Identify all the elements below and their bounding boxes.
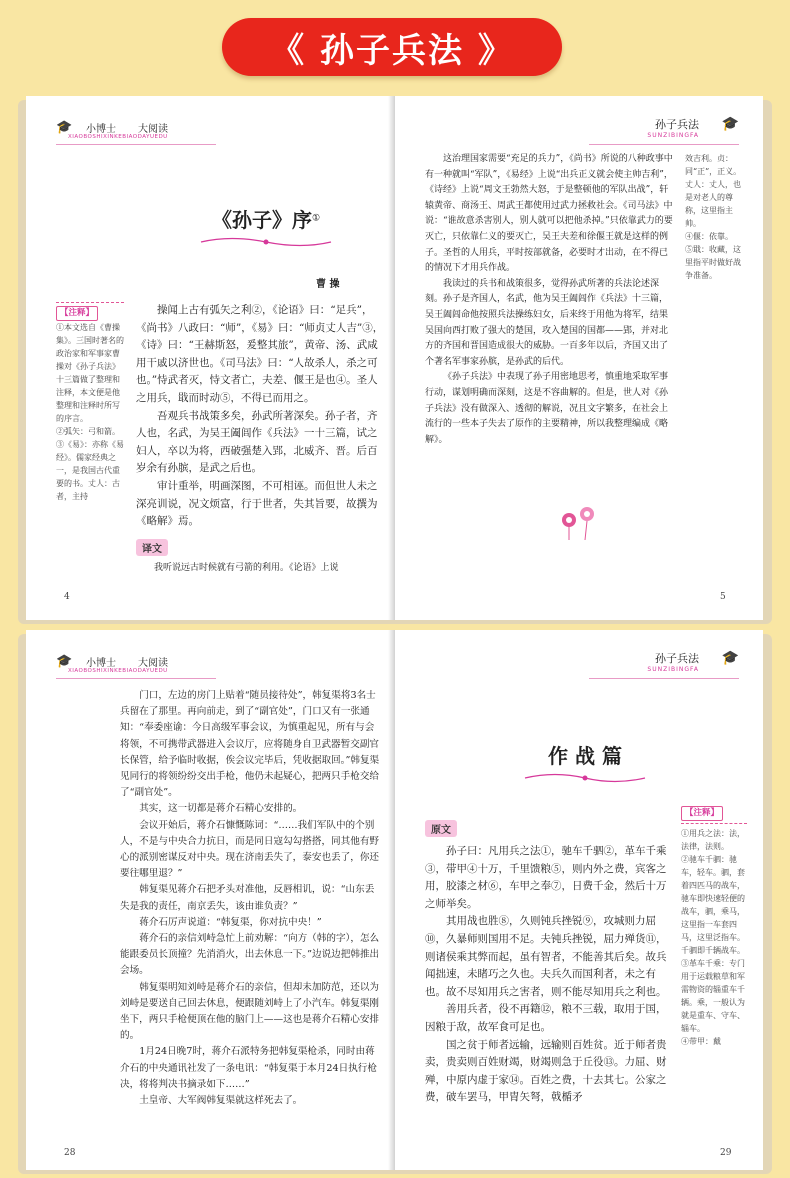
graduation-cap-icon: 🎓 bbox=[721, 650, 739, 666]
chapter-title: 作 战 篇 bbox=[548, 744, 622, 768]
header-sub: XIAOBOSHIXINKEBIAODAYUEDU bbox=[68, 668, 168, 674]
original-text-body bbox=[425, 818, 673, 1107]
page-number: 4 bbox=[64, 592, 70, 602]
header-brand: 小博士 bbox=[86, 658, 116, 669]
story-paragraph: 1月24日晚7时，蒋介石派特务把韩复渠枪杀，同时由蒋介石的中央通讯社发了一条电讯：“韩复渠于本月24日执行枪决，将将判决书摘录如下……” bbox=[120, 1046, 377, 1090]
story-paragraph: 门口，左边的房门上贴着“随员接待处”，韩复渠将3名士兵留在了那里。再向前走，到了“副官处”，门口又有一张通知：“奉委座谕：今日高级军事会议，为慎重起见，所有与会将领，不可携带武器进入会议厅，应将随身自卫武器暂交副官长保管，给予临时收据，俟会议完毕后，凭收据取回。”韩复渠见同行的将领纷纷交出手枪，他仍未起疑心，把两只手枪交给了“副官处”。 bbox=[120, 690, 380, 799]
note-item: ①用兵之法：法，法律，法则。 bbox=[681, 829, 745, 851]
story-paragraph: 蒋介石厉声说道：“韩复渠，你对抗中央！” bbox=[139, 916, 322, 928]
translation-label: 译文 bbox=[136, 537, 384, 556]
note-item: ④偃：依靠。 bbox=[685, 232, 733, 241]
page-right-top bbox=[395, 96, 763, 620]
story-paragraph: 会议开始后，蒋介石慷慨陈词：“……我们军队中的个别人，不是与中央合力抗日，而是同日寇勾勾搭搭，同其他有野心的派别密谋反对中央。现在济南丢失了，泰安也丢了，你还要往哪里退？” bbox=[120, 819, 380, 880]
preface-title-block bbox=[151, 204, 381, 249]
note-item: ④带甲：戴 bbox=[681, 1037, 721, 1046]
header-series: 大阅读 bbox=[138, 658, 168, 669]
story-body bbox=[120, 688, 382, 1109]
banner-title: 《 孙子兵法 》 bbox=[270, 30, 514, 71]
preface-paragraph: 操闻上古有弧矢之利②，《论语》曰：“足兵”，《尚书》八政曰：“师”，《易》曰：“师贞丈人吉”③，《诗》曰：“王赫斯怒，爰整其旅”，黄帝、汤、武咸用干戚以济世也。《司马法》曰：“人故杀人，杀之可也。”恃武者灭，恃文者亡，夫差、偃王是也④。圣人之用兵，戢而时动⑤，不得已而用之。 bbox=[136, 304, 384, 404]
translation-body bbox=[425, 152, 675, 448]
graduation-cap-icon: 🎓 bbox=[56, 654, 73, 669]
preface-paragraph: 审计重举，明画深图，不可相诬。而但世人未之深亮训说，况文烦富，行于世者，失其旨要，故撰为《略解》焉。 bbox=[136, 479, 378, 528]
story-paragraph: 韩复渠见蒋介石把矛头对准他，反唇相讥，说：“山东丢失是我的责任，南京丢失，该由谁负责？” bbox=[120, 884, 375, 912]
original-paragraph: 孙子曰：凡用兵之法①，驰车千驷②，革车千乘③，带甲④十万，千里馈粮⑤，则内外之费，宾客之用，胶漆之材⑥，车甲之奉⑦，日费千金，然后十万之师举矣。 bbox=[425, 845, 667, 910]
flourish-ornament bbox=[520, 771, 650, 785]
note-item: ⑤戢：收藏，这里指平时做好战争准备。 bbox=[685, 245, 741, 280]
header-brand: 小博士 bbox=[86, 124, 116, 135]
header-right-title: 孙子兵法 bbox=[655, 652, 699, 665]
preface-paragraph: 吾观兵书战策多矣，孙武所著深矣。孙子者，齐人也，名武，为吴王阖闾作《兵法》一十三篇，试之妇人，卒以为将，西破强楚入郢，北威齐、晋。后百岁余有孙膑，是武之后也。 bbox=[136, 409, 378, 475]
note-item: ③革车千乘：专门用于运载粮草和军需物资的辎重车千辆。乘，一般认为就是重车、守车、辎车。 bbox=[681, 959, 745, 1033]
preface-author: 曹 操 bbox=[316, 279, 340, 290]
note-item: ②驰车千驷：驰车，轻车。驷，套着四匹马的战车，驰车即快速轻便的战车，驷，乘马，这里指一车套四马，这里泛指车。千驷即千辆战车。 bbox=[681, 855, 745, 955]
notes-head: 【注释】 bbox=[56, 306, 98, 321]
page-number: 28 bbox=[64, 1148, 76, 1158]
original-paragraph: 国之贫于师者远输，远输则百姓贫。近于师者贵卖，贵卖则百姓财竭，财竭则急于丘役⑬。力屈、财殚，中原内虚于家⑭。百姓之费，十去其七。公家之费，破车罢马，甲胄矢弩，戟楯矛 bbox=[425, 1038, 667, 1104]
book-spread-bottom bbox=[0, 630, 790, 1178]
note-item: ①本文选自《曹操集》。三国时著名的政治家和军事家曹操对《孙子兵法》十三篇做了整理和注释，本文便是他整理和注释时所写的序言。 bbox=[56, 323, 124, 423]
notes-column bbox=[56, 302, 124, 503]
page-number: 29 bbox=[720, 1148, 732, 1158]
story-paragraph: 韩复渠明知刘峙是蒋介石的亲信，但却未加防范，还以为刘峙是要送自己回去休息，便跟随刘峙上了小汽车。韩复渠刚坐下，两只手枪便顶在他的脑门上——这也是蒋介石精心安排的。 bbox=[120, 981, 380, 1042]
note-item: ③《易》：亦称《易经》。儒家经典之一，是我国古代重要的书。丈人：古者，主持 bbox=[56, 440, 124, 501]
original-label: 原文 bbox=[425, 820, 457, 837]
flower-decoration-icon bbox=[555, 504, 605, 540]
book-spread-top bbox=[0, 96, 790, 626]
story-paragraph: 其实，这一切都是蒋介石精心安排的。 bbox=[139, 803, 303, 815]
translation-paragraph: 《孙子兵法》中表现了孙子用密地思考，慎重地采取军事行动，谋划明确而深刻，这是不容曲解的。但是，世人对《孙子兵法》没有做深入、透彻的解说，况且文字繁多，在社会上流行的一些本子失去了原作的主要精神，所以我整理编成《略解》。 bbox=[425, 372, 669, 445]
graduation-cap-icon: 🎓 bbox=[56, 120, 73, 135]
header-right-title: 孙子兵法 bbox=[655, 118, 699, 131]
header-right-sub: SUNZIBINGFA bbox=[647, 132, 699, 139]
original-paragraph: 其用战也胜⑧，久则钝兵挫锐⑨，攻城则力屈⑩，久暴师则国用不足。夫钝兵挫锐，屈力殚货⑪，则诸侯乘其弊而起，虽有智者，不能善其后矣。故兵闻拙速，未睹巧之久也。夫兵久而国利者，未之有也。故不尽知用兵之害者，则不能尽知用兵之利也。 bbox=[425, 915, 667, 998]
page-left-bottom bbox=[26, 630, 395, 1170]
story-paragraph: 蒋介石的亲信刘峙急忙上前劝解：“向方（韩的字），怎么能跟委员长顶撞？先消消火，出去休息一下。”边说边把韩推出会场。 bbox=[120, 933, 380, 977]
preface-title: 《孙子》序 bbox=[211, 208, 312, 232]
title-banner bbox=[222, 18, 562, 76]
page-number: 5 bbox=[720, 592, 726, 602]
translation-paragraph: 这治理国家需要“充足的兵力”，《尚书》所说的八种政事中有一种就叫“军队”，《易经》上说“出兵正义就会使主帅吉利”，《诗经》上说“周文王勃然大怒，于是整顿他的军队出战”，轩辕黄帝、商汤王、周武王都使用过武力拯救社会。《司马法》中说：“谁故意杀害别人，别人就可以把他杀掉。”只依靠武力的要灭亡，只依靠仁义的要灭亡，吴王夫差和徐偃王就是这样的例子。圣哲的人用兵，平时按部就备，必要时才出动，在不得已的情况下才用兵作战。 bbox=[425, 154, 673, 274]
flourish-ornament bbox=[196, 235, 336, 249]
notes-column bbox=[685, 152, 747, 282]
header-right bbox=[579, 116, 739, 146]
notes-divider bbox=[56, 302, 124, 303]
header-series: 大阅读 bbox=[138, 124, 168, 135]
header-divider bbox=[56, 678, 216, 679]
preface-body bbox=[136, 302, 384, 577]
header-divider bbox=[589, 678, 739, 679]
page-right-bottom bbox=[395, 630, 763, 1170]
story-paragraph: 土皇帝、大军阀韩复渠就这样死去了。 bbox=[139, 1095, 303, 1107]
header-left bbox=[56, 652, 236, 678]
chapter-title-block bbox=[505, 740, 665, 785]
header-sub: XIAOBOSHIXINKEBIAODAYUEDU bbox=[68, 134, 168, 140]
notes-divider bbox=[681, 823, 747, 824]
note-item: 效吉利。贞：同“正”，正义。丈人：丈人，也是对老人的尊称，这里指主帅。 bbox=[685, 154, 742, 228]
preface-title-note: ① bbox=[311, 213, 321, 224]
header-divider bbox=[56, 144, 216, 145]
note-item: ②弧矢：弓和箭。 bbox=[56, 427, 120, 436]
header-right-sub: SUNZIBINGFA bbox=[647, 666, 699, 673]
header-right bbox=[579, 650, 739, 680]
notes-column bbox=[681, 806, 747, 1048]
original-paragraph: 善用兵者，役不再籍⑫，粮不三载，取用于国，因粮于敌，故军食可足也。 bbox=[425, 1003, 667, 1033]
page-left-top bbox=[26, 96, 395, 620]
translation-text: 我听说远古时候就有弓箭的利用。《论语》上说 bbox=[154, 562, 339, 573]
translation-paragraph: 我读过的兵书和战策很多，觉得孙武所著的兵法论述深刻。孙子是齐国人，名武，他为吴王阖闾作《兵法》十三篇，吴王阖闾命他按照兵法操练妇女，后来终于用他为将军，结果吴国向西打败了强大的楚国，攻入楚国的国都——郢，并对北方的齐国和晋国造成很大的威胁。一百多年以后，齐国又出了个著名军事家孙膑，是孙武的后代。 bbox=[425, 278, 669, 367]
header-divider bbox=[589, 144, 739, 145]
graduation-cap-icon: 🎓 bbox=[721, 116, 739, 132]
header-left bbox=[56, 118, 236, 144]
notes-head: 【注释】 bbox=[681, 806, 723, 821]
